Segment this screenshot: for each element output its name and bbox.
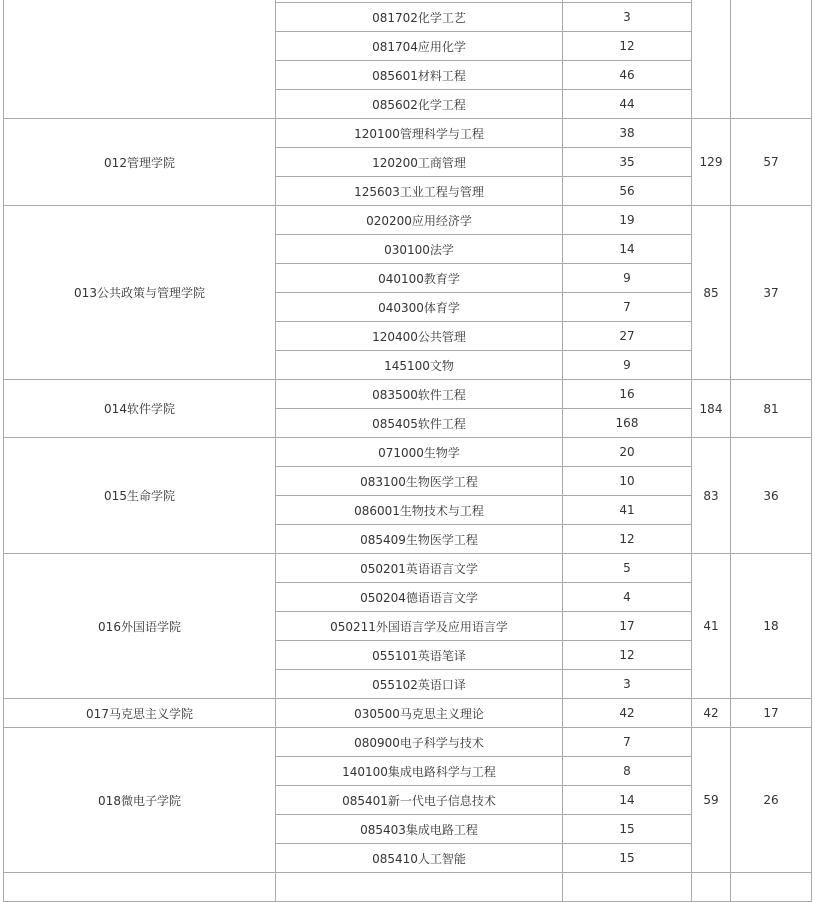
major-cell: 055101英语笔译 <box>276 641 563 670</box>
plan-cell: 37 <box>731 206 812 380</box>
college-total-cell: 129 <box>692 119 731 206</box>
major-cell: 140100集成电路科学与工程 <box>276 757 563 786</box>
college-cell: 015生命学院 <box>4 438 276 554</box>
major-cell: 055102英语口译 <box>276 670 563 699</box>
major-cell: 085601材料工程 <box>276 61 563 90</box>
major-cell: 085403集成电路工程 <box>276 815 563 844</box>
plan-cell: 17 <box>731 699 812 728</box>
college-total-cell <box>692 873 731 902</box>
count-cell: 7 <box>563 293 692 322</box>
count-cell: 9 <box>563 264 692 293</box>
major-cell: 071000生物学 <box>276 438 563 467</box>
table-row <box>4 873 812 902</box>
count-cell: 4 <box>563 583 692 612</box>
count-cell: 14 <box>563 235 692 264</box>
count-cell: 46 <box>563 61 692 90</box>
college-total-cell: 42 <box>692 699 731 728</box>
major-cell: 083100生物医学工程 <box>276 467 563 496</box>
table-row <box>4 728 812 757</box>
count-cell: 42 <box>563 699 692 728</box>
major-cell: 145100文物 <box>276 351 563 380</box>
college-cell: 014软件学院 <box>4 380 276 438</box>
count-cell: 38 <box>563 119 692 148</box>
major-cell: 125603工业工程与管理 <box>276 177 563 206</box>
major-cell: 120100管理科学与工程 <box>276 119 563 148</box>
table-row <box>4 554 812 583</box>
plan-cell <box>731 873 812 902</box>
major-cell: 050201英语语言文学 <box>276 554 563 583</box>
count-cell: 12 <box>563 641 692 670</box>
table-row <box>4 206 812 235</box>
count-cell: 10 <box>563 467 692 496</box>
college-total-cell <box>692 0 731 119</box>
major-cell: 030100法学 <box>276 235 563 264</box>
plan-cell: 18 <box>731 554 812 699</box>
count-cell: 27 <box>563 322 692 351</box>
table-row <box>4 699 812 728</box>
major-cell: 050204德语语言文学 <box>276 583 563 612</box>
college-cell <box>4 873 276 902</box>
count-cell: 20 <box>563 438 692 467</box>
major-cell <box>276 873 563 902</box>
major-cell: 120400公共管理 <box>276 322 563 351</box>
college-total-cell: 41 <box>692 554 731 699</box>
count-cell: 17 <box>563 612 692 641</box>
college-cell: 016外国语学院 <box>4 554 276 699</box>
college-total-cell: 85 <box>692 206 731 380</box>
count-cell: 15 <box>563 844 692 873</box>
count-cell: 3 <box>563 3 692 32</box>
major-cell: 040300体育学 <box>276 293 563 322</box>
count-cell: 14 <box>563 786 692 815</box>
plan-cell: 36 <box>731 438 812 554</box>
major-cell: 080900电子科学与技术 <box>276 728 563 757</box>
major-cell: 085409生物医学工程 <box>276 525 563 554</box>
college-cell: 013公共政策与管理学院 <box>4 206 276 380</box>
count-cell: 7 <box>563 728 692 757</box>
plan-cell: 26 <box>731 728 812 873</box>
college-cell <box>4 0 276 119</box>
table-body <box>4 0 812 902</box>
count-cell: 5 <box>563 554 692 583</box>
count-cell: 15 <box>563 815 692 844</box>
table-row <box>4 380 812 409</box>
major-cell: 085405软件工程 <box>276 409 563 438</box>
major-cell: 050211外国语言学及应用语言学 <box>276 612 563 641</box>
plan-cell: 81 <box>731 380 812 438</box>
major-cell: 085410人工智能 <box>276 844 563 873</box>
table-row <box>4 119 812 148</box>
count-cell: 41 <box>563 496 692 525</box>
count-cell: 8 <box>563 757 692 786</box>
college-total-cell: 83 <box>692 438 731 554</box>
count-cell: 168 <box>563 409 692 438</box>
count-cell: 19 <box>563 206 692 235</box>
plan-cell: 57 <box>731 119 812 206</box>
count-cell <box>563 873 692 902</box>
count-cell: 44 <box>563 90 692 119</box>
admissions-table <box>3 0 812 902</box>
major-cell: 030500马克思主义理论 <box>276 699 563 728</box>
plan-cell <box>731 0 812 119</box>
major-cell: 085602化学工程 <box>276 90 563 119</box>
major-cell: 086001生物技术与工程 <box>276 496 563 525</box>
count-cell: 9 <box>563 351 692 380</box>
count-cell: 35 <box>563 148 692 177</box>
college-cell: 018微电子学院 <box>4 728 276 873</box>
table-row <box>4 438 812 467</box>
major-cell: 081702化学工艺 <box>276 3 563 32</box>
major-cell: 020200应用经济学 <box>276 206 563 235</box>
major-cell: 081704应用化学 <box>276 32 563 61</box>
college-total-cell: 184 <box>692 380 731 438</box>
college-cell: 017马克思主义学院 <box>4 699 276 728</box>
college-cell: 012管理学院 <box>4 119 276 206</box>
major-cell: 083500软件工程 <box>276 380 563 409</box>
major-cell: 085401新一代电子信息技术 <box>276 786 563 815</box>
count-cell: 12 <box>563 525 692 554</box>
major-cell: 120200工商管理 <box>276 148 563 177</box>
count-cell: 16 <box>563 380 692 409</box>
count-cell: 12 <box>563 32 692 61</box>
major-cell: 040100教育学 <box>276 264 563 293</box>
count-cell: 3 <box>563 670 692 699</box>
college-total-cell: 59 <box>692 728 731 873</box>
count-cell: 56 <box>563 177 692 206</box>
